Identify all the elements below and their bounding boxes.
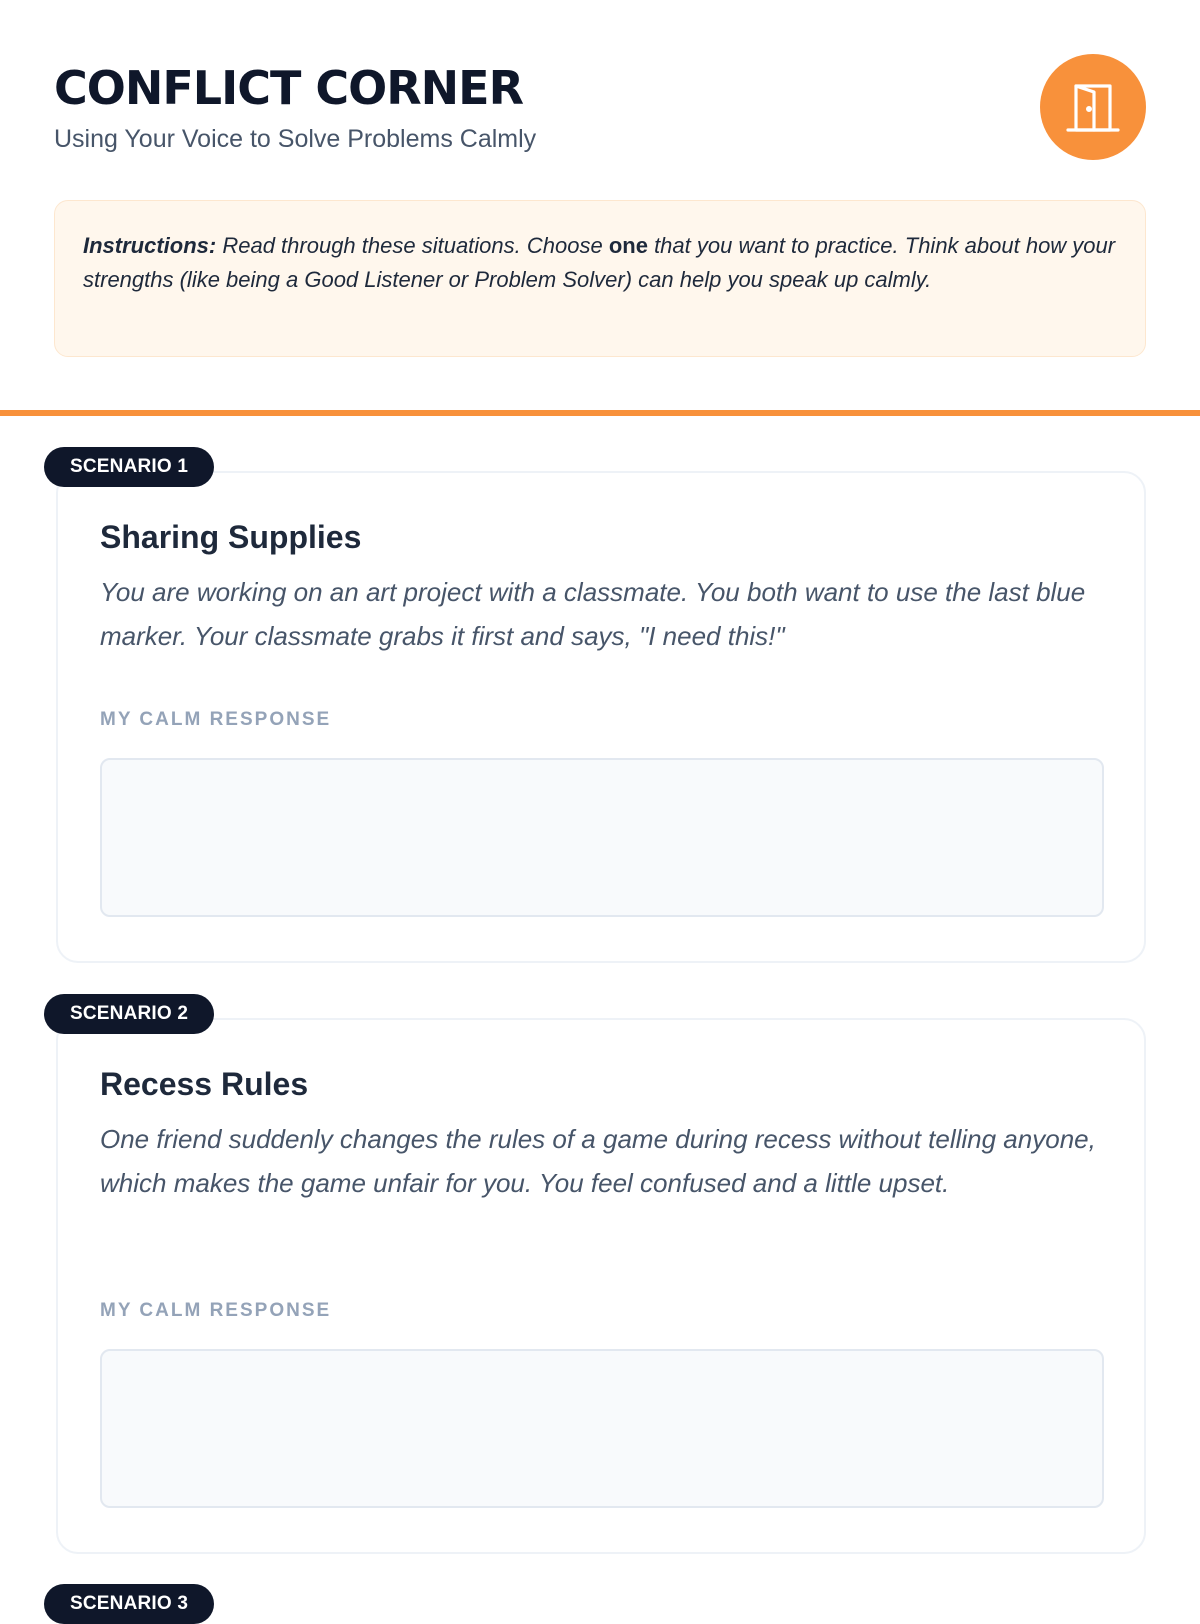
header [54, 58, 1146, 168]
scenario-1 [44, 447, 1146, 963]
page-title: CONFLICT CORNER [54, 61, 523, 115]
scenario-2 [44, 994, 1146, 1554]
scenario-card [56, 471, 1146, 963]
scenario-badge: SCENARIO 1 [44, 447, 214, 487]
section-divider [0, 410, 1200, 416]
instructions-box [54, 200, 1146, 357]
response-label: MY CALM RESPONSE [100, 1300, 332, 1321]
calm-response-field[interactable] [100, 1349, 1104, 1508]
response-label: MY CALM RESPONSE [100, 709, 332, 730]
scenario-title: Sharing Supplies [100, 519, 362, 555]
scenario-badge: SCENARIO 2 [44, 994, 214, 1034]
scenario-title: Recess Rules [100, 1066, 309, 1102]
page-subtitle: Using Your Voice to Solve Problems Calmly [54, 125, 537, 153]
instructions-lead: Instructions: [83, 233, 217, 258]
calm-response-field[interactable] [100, 758, 1104, 917]
instructions-emphasis: one [608, 233, 648, 258]
scenario-description: One friend suddenly changes the rules of a game during recess without telling anyone, which makes the game unfair for you. You feel confused and a little upset. [100, 1124, 1096, 1198]
instructions-text-before: Read through these situations. Choose [216, 233, 609, 258]
scenario-description: You are working on an art project with a classmate. You both want to use the last blue marker. Your classmate grabs it first and says, "I need this!" [100, 577, 1086, 651]
door-icon [1040, 54, 1146, 160]
scenario-card [56, 1018, 1146, 1554]
instructions-text-after: that you want to practice. Think about how your strengths (like being a Good Listener or Problem Solver) can help you speak up calmly. [83, 233, 1116, 292]
scenario-badge: SCENARIO 3 [44, 1584, 214, 1624]
scenario-3 [44, 1584, 1146, 1624]
